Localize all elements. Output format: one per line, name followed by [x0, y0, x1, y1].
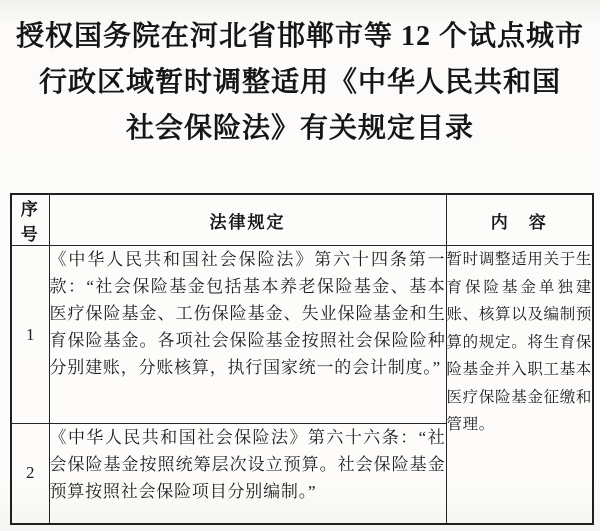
- provision-text-1: 《中华人民共和国社会保险法》第六十四条第一款：“社会保险基金包括基本养老保险基金、基本医疗保险基金、工伤保险基金、失业保险基金和生育保险基金。各项社会保险基金按照社会保险险种分别建账，分账核算，执行国家统一的会计制度。”: [49, 246, 446, 424]
- content-text: 暂时调整适用关于生育保险基金单独建账、核算以及编制预算的规定。将生育保险基金并入职工基本医疗保险基金征缴和管理。: [446, 246, 593, 524]
- provision-text-2: 《中华人民共和国社会保险法》第六十六条：“社会保险基金按照统筹层次设立预算。社会保险基金预算按照社会保险项目分别编制。”: [49, 424, 446, 524]
- title-line-3: 社会保险法》有关规定目录: [125, 113, 474, 144]
- header-cell-serial: 序号: [11, 194, 49, 246]
- serial-number-2: 2: [11, 424, 49, 524]
- title-line-2: 行政区域暂时调整适用《中华人民共和国: [38, 67, 561, 98]
- serial-number-1: 1: [11, 246, 49, 424]
- header-cell-content: 内 容: [446, 194, 593, 246]
- table-header-row: [11, 194, 593, 246]
- header-cell-provision: 法律规定: [49, 194, 446, 246]
- document-title: [0, 0, 600, 152]
- table-row-1: [11, 246, 593, 424]
- regulations-table: [10, 193, 594, 525]
- title-line-1: 授权国务院在河北省邯郸市等 12 个试点城市: [15, 21, 584, 52]
